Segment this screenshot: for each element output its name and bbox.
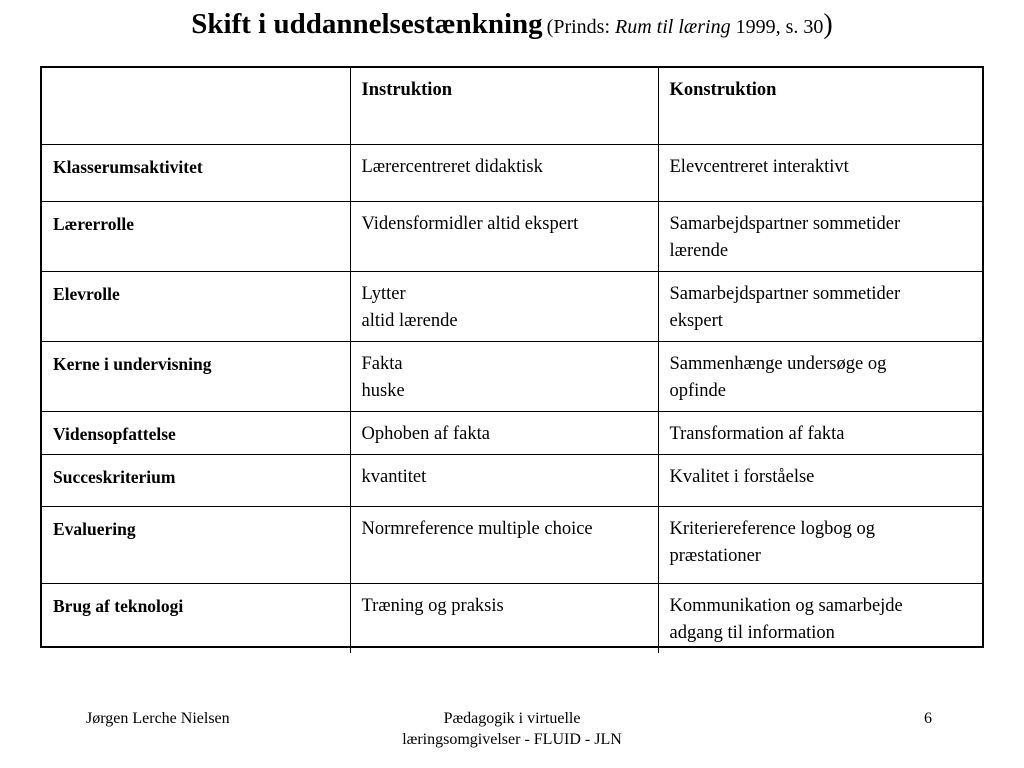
cell-line: adgang til information (669, 622, 835, 643)
cell-line: præstationer (669, 545, 761, 566)
comparison-table (42, 68, 982, 653)
row-label: Succeskriterium (42, 454, 350, 506)
cell-instruktion (350, 506, 658, 583)
citation-book: Rum til læring (615, 16, 731, 38)
comparison-table-frame (40, 66, 984, 648)
cell-line: Kvalitet i forståelse (669, 466, 815, 487)
row-label: Evaluering (42, 506, 350, 583)
cell-line: Lærercentreret didaktisk (361, 156, 543, 177)
cell-line: huske (361, 380, 405, 401)
footer-author: Jørgen Lerche Nielsen (86, 710, 230, 727)
table-row (42, 144, 982, 201)
cell-instruktion (350, 341, 658, 411)
table-row (42, 454, 982, 506)
cell-line: altid lærende (361, 310, 458, 331)
footer-course-line-2: læringsomgivelser - FLUID - JLN (402, 731, 622, 748)
table-row (42, 583, 982, 653)
cell-line: Transformation af fakta (669, 423, 845, 444)
cell-line: Kommunikation og samarbejde (669, 595, 903, 616)
cell-line: Ophoben af fakta (361, 423, 490, 444)
cell-line: Træning og praksis (361, 595, 504, 616)
cell-line: Normreference multiple choice (361, 518, 593, 539)
row-label: Elevrolle (42, 271, 350, 341)
cell-line: ekspert (669, 310, 723, 331)
table-row (42, 341, 982, 411)
footer-page-number: 6 (924, 710, 932, 727)
title-citation (546, 9, 833, 40)
row-label: Brug af teknologi (42, 583, 350, 653)
cell-konstruktion (658, 411, 982, 454)
cell-line: Samarbejdspartner sommetider (669, 213, 901, 234)
cell-konstruktion (658, 271, 982, 341)
cell-instruktion (350, 411, 658, 454)
cell-line: Sammenhænge undersøge og (669, 353, 887, 374)
citation-prefix: (Prinds: (546, 16, 615, 38)
cell-line: Vidensformidler altid ekspert (361, 213, 579, 234)
cell-konstruktion (658, 583, 982, 653)
row-label: Lærerrolle (42, 201, 350, 271)
table-row (42, 201, 982, 271)
cell-instruktion (350, 201, 658, 271)
table-row (42, 411, 982, 454)
cell-instruktion (350, 271, 658, 341)
cell-line: kvantitet (361, 466, 427, 487)
row-label: Vidensopfattelse (42, 411, 350, 454)
row-label: Kerne i undervisning (42, 341, 350, 411)
cell-instruktion (350, 144, 658, 201)
column-header-instruktion: Instruktion (350, 68, 658, 144)
cell-line: Kriteriereference logbog og (669, 518, 875, 539)
cell-line: Samarbejdspartner sommetider (669, 283, 901, 304)
row-label: Klasserumsaktivitet (42, 144, 350, 201)
cell-konstruktion (658, 144, 982, 201)
slide-title (0, 8, 1024, 41)
citation-suffix: 1999, s. 30 (730, 16, 824, 38)
table-row (42, 271, 982, 341)
header-row (42, 68, 982, 144)
cell-konstruktion (658, 201, 982, 271)
cell-line: Lytter (361, 283, 406, 304)
cell-line: Elevcentreret interaktivt (669, 156, 849, 177)
cell-line: lærende (669, 240, 729, 261)
citation-close: ) (823, 9, 833, 40)
column-header-konstruktion: Konstruktion (658, 68, 982, 144)
cell-line: Fakta (361, 353, 403, 374)
cell-konstruktion (658, 506, 982, 583)
table-body (42, 68, 982, 653)
cell-instruktion (350, 583, 658, 653)
cell-konstruktion (658, 454, 982, 506)
title-main: Skift i uddannelsestænkning (191, 8, 543, 40)
footer-course-line-1: Pædagogik i virtuelle (443, 710, 581, 727)
cell-line: opfinde (669, 380, 727, 401)
cell-instruktion (350, 454, 658, 506)
table-row (42, 506, 982, 583)
footer-course (312, 708, 712, 750)
column-header-empty (42, 68, 350, 144)
cell-konstruktion (658, 341, 982, 411)
